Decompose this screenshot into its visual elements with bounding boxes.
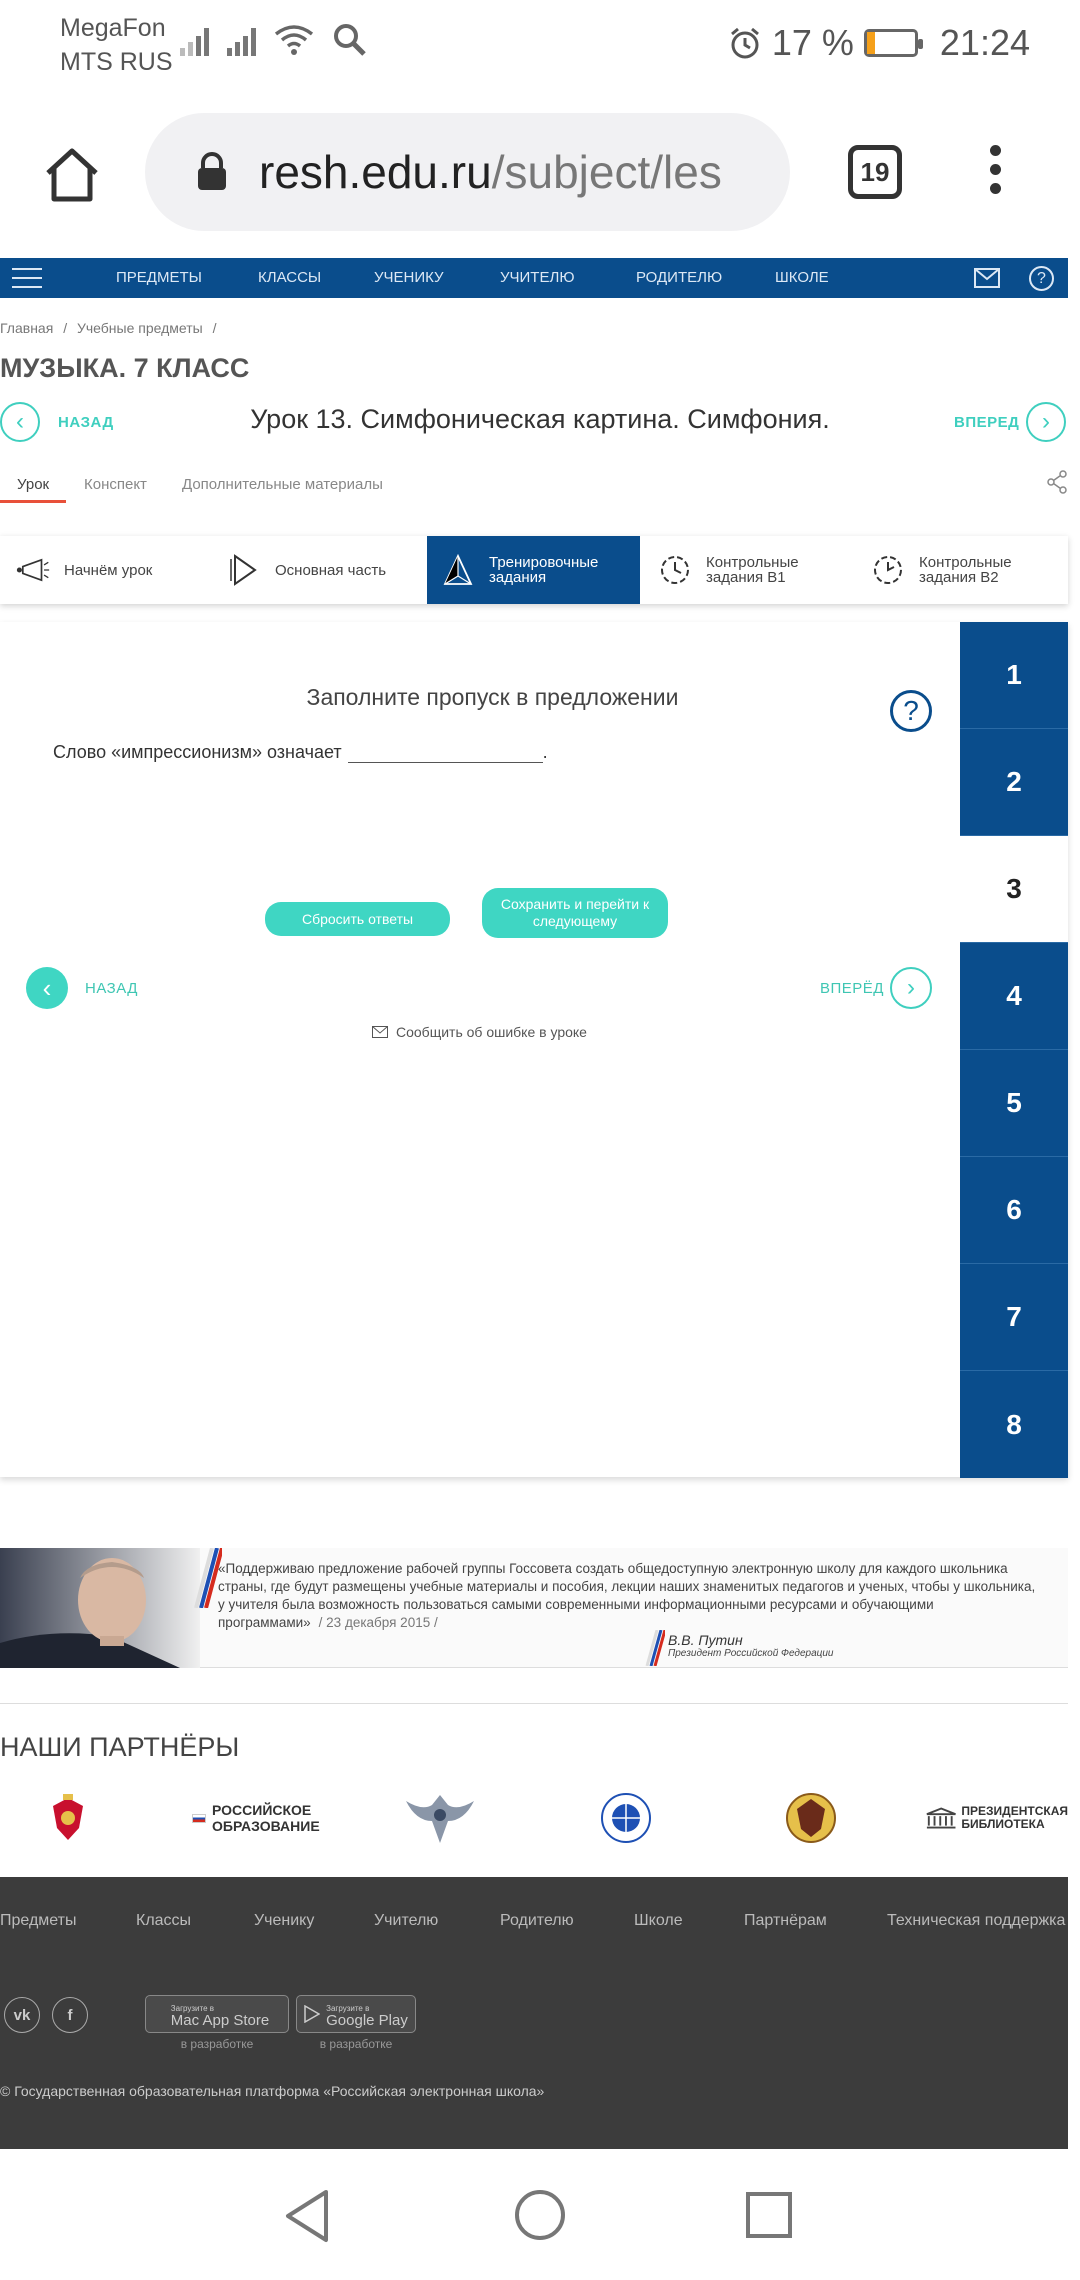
save-and-next-button[interactable] (482, 888, 668, 938)
sentence-text: Слово «импрессионизм» означает (53, 742, 342, 762)
footer (0, 1877, 1068, 2149)
eagle-emblem-icon (45, 1792, 91, 1844)
partner-label-line: ПРЕЗИДЕНТСКАЯ (961, 1804, 1068, 1818)
step-label-line: задания В2 (919, 569, 999, 586)
answer-blank-input[interactable] (348, 745, 543, 763)
breadcrumb-subjects[interactable]: Учебные предметы (76, 320, 203, 336)
store-label-small: Загрузите в (326, 2004, 370, 2013)
system-navigation-bar (0, 2150, 1080, 2280)
clock: 21:24 (939, 22, 1030, 63)
lock-icon (195, 152, 229, 192)
task-number-5[interactable]: 5 (960, 1050, 1068, 1157)
url-host: resh.edu.ru (259, 146, 492, 198)
timer-icon (658, 553, 692, 587)
step-main-part[interactable] (215, 536, 427, 604)
step-label: Основная часть (275, 561, 387, 579)
triangle-icon (441, 553, 475, 587)
task-number-1[interactable]: 1 (960, 622, 1068, 729)
step-label-line: задания (489, 569, 547, 586)
step-start-lesson[interactable] (0, 536, 215, 604)
save-label-line: Сохранить и перейти к (500, 896, 650, 912)
step-control-b2[interactable] (853, 536, 1068, 604)
globe-icon (591, 1791, 661, 1845)
task-back-link[interactable]: НАЗАД (85, 980, 138, 997)
recents-icon[interactable] (744, 2190, 794, 2240)
chevron-left-icon: ‹ (16, 408, 24, 435)
in-development-note: в разработке (319, 2037, 393, 2051)
chevron-left-icon: ‹ (42, 972, 52, 1003)
partners-title: НАШИ ПАРТНЁРЫ (0, 1732, 240, 1762)
step-training-tasks[interactable] (427, 536, 640, 604)
breadcrumb (0, 320, 223, 336)
alarm-icon (728, 26, 762, 60)
copyright: © Государственная образовательная платформа «Российская электронная школа» (0, 2083, 545, 2099)
status-icons (180, 22, 368, 56)
task-panel (0, 622, 1068, 1477)
lesson-back-button[interactable] (0, 402, 40, 442)
site-nav (0, 258, 1068, 298)
tab-switcher-button[interactable]: 19 (848, 145, 902, 199)
footer-link-parent[interactable]: Родителю (500, 1912, 574, 1929)
partner-logo-coat-of-arms[interactable] (40, 1790, 96, 1846)
sentence-end: . (542, 742, 548, 762)
task-forward-button[interactable] (890, 967, 932, 1009)
nav-item-school[interactable]: ШКОЛЕ (775, 269, 829, 286)
store-label-main: Mac App Store (170, 2012, 270, 2029)
footer-link-support[interactable]: Техническая поддержка (887, 1912, 1066, 1929)
step-label-line: задания В1 (706, 569, 786, 586)
carrier-primary: MegaFon (60, 14, 166, 42)
home-icon[interactable] (42, 145, 102, 205)
status-right (728, 22, 1030, 64)
lesson-forward-link[interactable]: ВПЕРЕД (954, 414, 1020, 431)
chevron-right-icon: › (1042, 408, 1050, 435)
lesson-steps (0, 536, 1068, 604)
chevron-right-icon: › (907, 974, 915, 1001)
portrait-image (0, 1548, 200, 1668)
quote-author: В.В. Путин (668, 1632, 743, 1648)
task-sentence (53, 742, 548, 763)
megaphone-icon (16, 553, 50, 587)
url-text[interactable] (259, 145, 789, 199)
google-play-badge[interactable] (296, 1995, 416, 2033)
step-label (489, 555, 598, 585)
lesson-title: Урок 13. Симфоническая картина. Симфония. (250, 404, 830, 434)
partner-logo-presidential-library[interactable] (925, 1790, 1068, 1846)
report-error-link[interactable] (372, 1024, 587, 1040)
battery-icon (864, 29, 918, 57)
nav-item-teacher[interactable]: УЧИТЕЛЮ (500, 269, 575, 286)
step-label-line: Контрольные (919, 554, 1012, 571)
step-label (919, 555, 1012, 585)
nav-item-subjects[interactable]: ПРЕДМЕТЫ (116, 269, 202, 286)
active-tab-indicator (0, 500, 66, 503)
tab-summary[interactable]: Конспект (84, 476, 147, 493)
footer-link-school[interactable]: Школе (634, 1912, 683, 1929)
search-icon (332, 22, 368, 56)
nav-item-classes[interactable]: КЛАССЫ (258, 269, 322, 286)
lesson-back-link[interactable]: НАЗАД (58, 414, 114, 431)
task-help-button[interactable]: ? (890, 690, 932, 732)
mail-icon[interactable] (974, 268, 1000, 288)
task-number-2[interactable]: 2 (960, 729, 1068, 836)
quote-author-role: Президент Российской Федерации (668, 1648, 834, 1659)
wifi-icon (274, 24, 314, 56)
lesson-forward-button[interactable] (1026, 402, 1066, 442)
envelope-icon (372, 1026, 388, 1038)
status-bar (0, 0, 1080, 95)
save-label-line: следующему (532, 913, 618, 929)
partner-logo-emblem[interactable] (776, 1790, 846, 1846)
hamburger-menu-icon[interactable] (12, 266, 42, 290)
task-number-column (960, 622, 1068, 1478)
partner-label (961, 1805, 1068, 1831)
quote-text (218, 1560, 1038, 1632)
browser-menu-icon[interactable] (990, 145, 1000, 202)
breadcrumb-separator: / (63, 320, 68, 336)
store-label (326, 2001, 408, 2027)
timer-icon (871, 553, 905, 587)
footer-link-partners[interactable]: Партнёрам (744, 1912, 827, 1929)
nav-item-student[interactable]: УЧЕНИКУ (374, 269, 444, 286)
partner-logo-rosobrnadzor[interactable] (400, 1790, 480, 1846)
step-label (706, 555, 799, 585)
browser-toolbar (0, 95, 1080, 258)
task-number-3[interactable]: 3 (960, 836, 1068, 943)
play-store-icon (304, 2005, 320, 2023)
save-button-label (501, 896, 649, 930)
task-forward-link[interactable]: ВПЕРЁД (820, 980, 884, 997)
task-title: Заполните пропуск в предложении (306, 684, 679, 710)
signal-icon (227, 24, 256, 56)
battery-percent: 17 % (771, 22, 854, 63)
back-icon[interactable] (282, 2188, 332, 2244)
partner-logo-globe[interactable] (590, 1790, 662, 1846)
vk-icon[interactable]: vk (4, 1997, 40, 2033)
flag-stripes-icon (645, 1630, 665, 1666)
report-error-label: Сообщить об ошибке в уроке (396, 1024, 587, 1040)
task-number-7[interactable]: 7 (960, 1264, 1068, 1371)
store-label-main: Google Play (326, 2012, 408, 2029)
footer-link-subjects[interactable]: Предметы (0, 1912, 77, 1929)
eagle-shield-icon (402, 1791, 478, 1845)
tab-extra-materials[interactable]: Дополнительные материалы (182, 476, 383, 493)
step-label-line: Тренировочные (489, 554, 599, 571)
partner-label (212, 1802, 320, 1834)
step-label: Начнём урок (64, 561, 153, 579)
share-icon[interactable] (1046, 470, 1068, 494)
breadcrumb-home[interactable]: Главная (0, 320, 54, 336)
tab-lesson[interactable]: Урок (17, 476, 50, 493)
footer-link-student[interactable]: Ученику (254, 1912, 315, 1929)
partner-label-line: ОБРАЗОВАНИЕ (212, 1818, 320, 1834)
breadcrumb-separator: / (212, 320, 217, 336)
step-control-b1[interactable] (640, 536, 853, 604)
nav-item-parent[interactable]: РОДИТЕЛЮ (636, 269, 723, 286)
emblem-icon (779, 1791, 843, 1845)
library-building-icon (925, 1806, 957, 1830)
task-number-6[interactable]: 6 (960, 1157, 1068, 1264)
url-bar[interactable] (145, 113, 790, 231)
store-label (171, 2001, 269, 2027)
url-path: /subject/les (491, 146, 722, 198)
step-label-line: Контрольные (706, 554, 799, 571)
help-icon[interactable]: ? (1029, 266, 1054, 291)
divider (0, 1703, 1068, 1704)
footer-link-classes[interactable]: Классы (136, 1912, 192, 1929)
quote-banner (0, 1548, 1068, 1668)
task-back-button[interactable] (26, 967, 68, 1009)
facebook-icon[interactable]: f (52, 1997, 88, 2033)
carrier-secondary: MTS RUS (60, 48, 173, 76)
in-development-note: в разработке (180, 2037, 254, 2051)
quote-date: / 23 декабря 2015 / (318, 1615, 438, 1630)
flag-icon (192, 1814, 206, 1823)
signal-icon (180, 24, 209, 56)
page-title: МУЗЫКА. 7 КЛАСС (0, 353, 250, 383)
partner-label-line: РОССИЙСКОЕ (212, 1802, 312, 1818)
footer-link-teacher[interactable]: Учителю (374, 1912, 439, 1929)
home-circle-icon[interactable] (513, 2188, 567, 2242)
task-number-4[interactable]: 4 (960, 943, 1068, 1050)
store-label-small: Загрузите в (170, 2004, 214, 2013)
mac-app-store-badge[interactable] (145, 1995, 289, 2033)
task-number-8[interactable]: 8 (960, 1371, 1068, 1478)
quote-body: «Поддерживаю предложение рабочей группы Госсовета создать общедоступную электронную школу для каждого школьника страны, где будут размещены учебные материалы и пособия, лекции наших знаменитых педагогов и ученых, чтобы у школьника, у учителя была возможность пользоваться самыми современными информационными ресурсами и обучающими программами» (218, 1561, 1036, 1630)
reset-answers-button[interactable]: Сбросить ответы (265, 902, 450, 936)
partner-label-line: БИБЛИОТЕКА (961, 1817, 1045, 1831)
partner-logo-russian-education[interactable] (192, 1790, 322, 1846)
play-icon (227, 553, 261, 587)
